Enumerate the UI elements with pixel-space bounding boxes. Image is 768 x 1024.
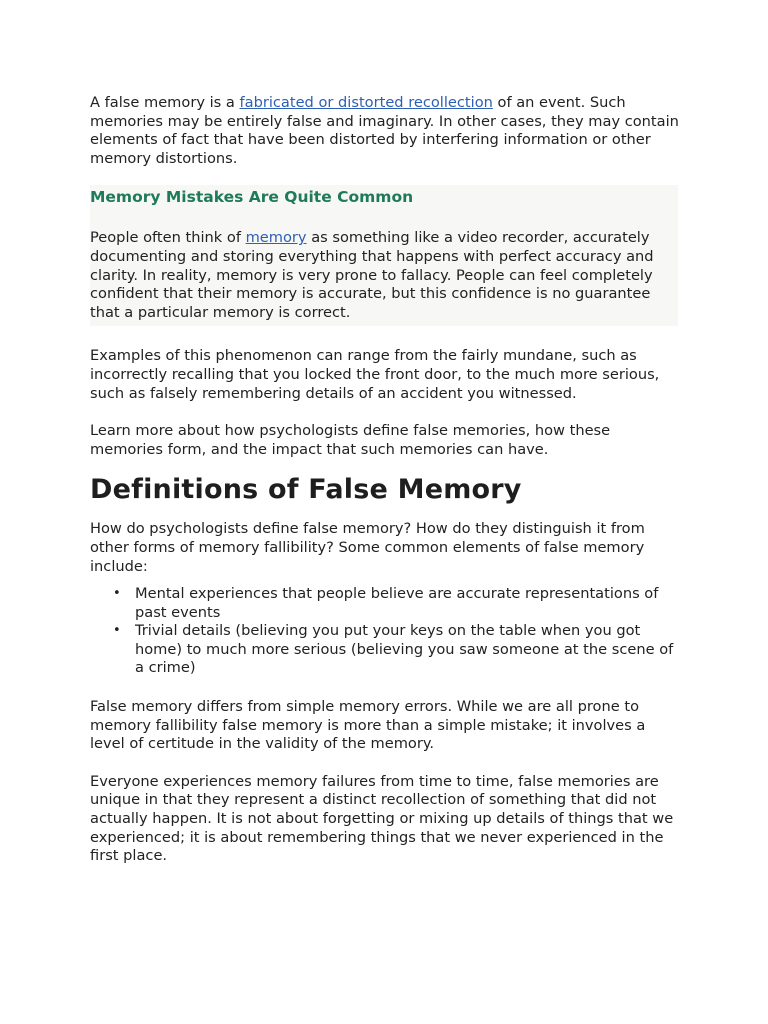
list-item [113, 585, 680, 622]
elements-list [90, 585, 680, 678]
callout-box [90, 185, 678, 326]
examples-paragraph: Examples of this phenomenon can range from the fairly mundane, such as incorrectly recalling that you locked the front door, to the much more serious, such as falsely remembering details of an accident you witnessed. [90, 347, 660, 402]
section-lead-paragraph: How do psychologists define false memory? How do they distinguish it from other forms of memory fallibility? Some common elements of false memory include: [90, 520, 645, 575]
intro-text-after: of an event. Such memories may be entirely false and imaginary. In other cases, they may contain elements of fact that have been distorted by interfering information or other memory distortions. [90, 94, 679, 167]
bullet-marker: • [113, 623, 121, 639]
callout-heading: Memory Mistakes Are Quite Common [90, 188, 414, 207]
learn-more-paragraph: Learn more about how psychologists define false memories, how these memories form, and the impact that such memories can have. [90, 422, 611, 458]
memory-link[interactable]: memory [245, 229, 307, 247]
callout-text-before: People often think of [90, 229, 246, 247]
list-item [113, 622, 680, 678]
false-memory-differs-paragraph: False memory differs from simple memory errors. While we are all prone to memory fallibility false memory is more than a simple mistake; it involves a level of certitude in the validity of the memory. [90, 698, 646, 753]
intro-text-before: A false memory is a [90, 94, 240, 111]
callout-text-after: as something like a video recorder, accurately documenting and storing everything that happens with perfect accuracy and clarity. In reality, memory is very prone to fallacy. People can feel completely confident that their memory is accurate, but this confidence is no guarantee that a particular memory is correct. [90, 229, 654, 321]
bullet-marker: • [113, 586, 121, 602]
list-item-text: Trivial details (believing you put your keys on the table when you got home) to much more serious (believing you saw someone at the scene of a crime) [135, 622, 674, 677]
everyone-experiences-paragraph: Everyone experiences memory failures from time to time, false memories are unique in that they represent a distinct recollection of something that did not actually happen. It is not about forgetting or mixing up details of things that we experienced; it is about remembering things that we never experienced in the first place. [90, 772, 674, 865]
article-body [90, 94, 680, 866]
fabricated-recollection-link[interactable]: fabricated or distorted recollection [239, 94, 493, 111]
callout-paragraph [90, 229, 678, 322]
section-heading: Definitions of False Memory [90, 474, 522, 506]
list-item-text: Mental experiences that people believe are accurate representations of past events [135, 585, 659, 621]
intro-paragraph [90, 94, 680, 168]
